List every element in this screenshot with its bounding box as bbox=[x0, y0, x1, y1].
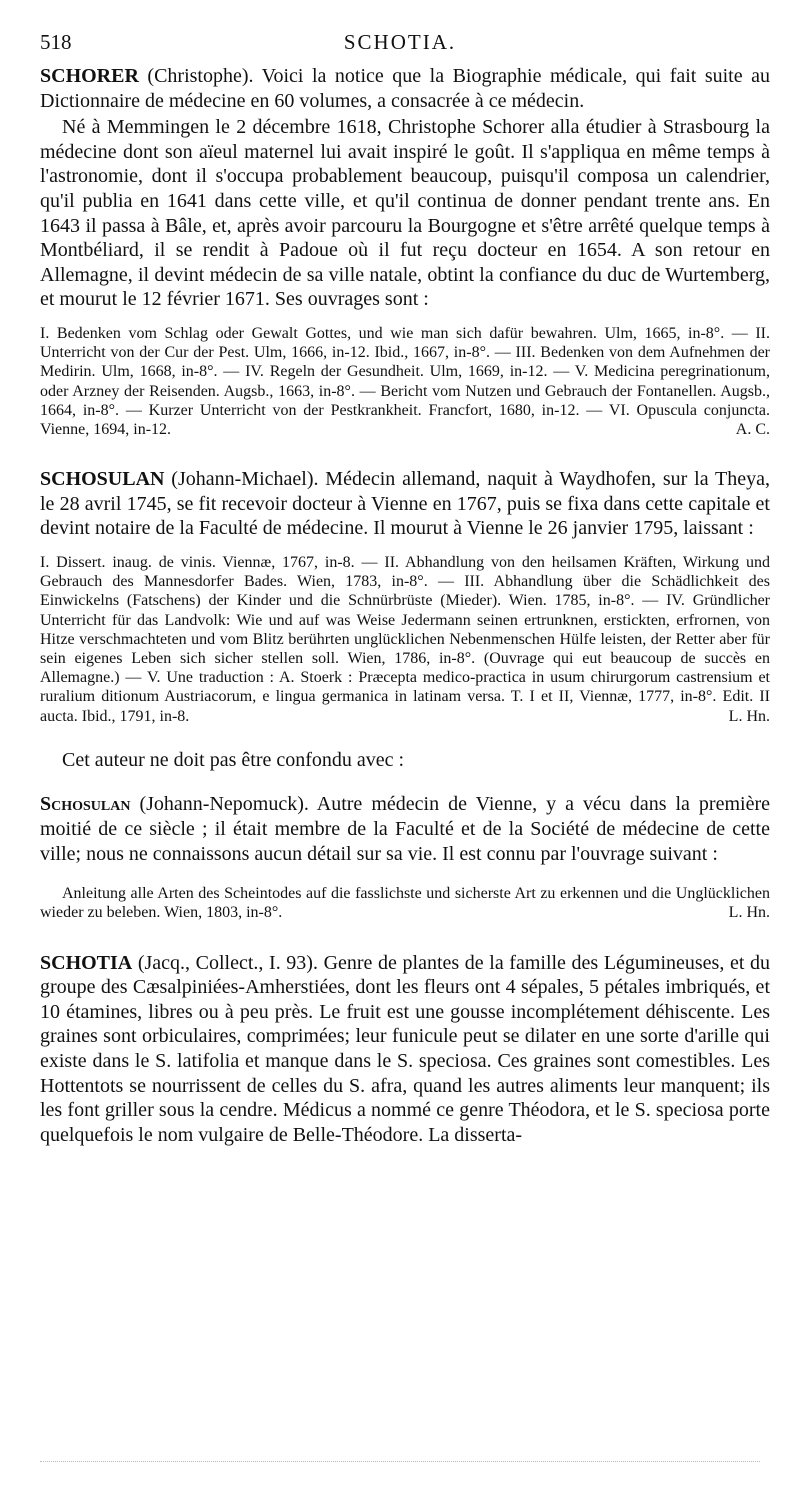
page-header bbox=[40, 30, 760, 60]
schosulan-works-text: I. Dissert. inaug. de vinis. Viennæ, 1767, in-8. — II. Abhandlung von den heilsamen Kräften, Wirkung und Gebrauch des Mannesdorfer Bades. Wien, 1783, in-8°. — III. Abhandlung über die Schädlichkeit des Einwickelns (Fatschens) der Kinder und die Schnürbrüste (Mieder). Wien. 1785, in-8°. — IV. Gründlicher Unterricht für das Landvolk: Wie und auf was Weise Jedermann seinen ertrunknen, erstickten, erfrornen, von Hitze verschmachteten und vom Blitz berührten unglücklichen Nebenmenschen Hülfe leisten, der Retter aber für sein eigenes Leben sich sicher stellen soll. Wien, 1786, in-8°. (Ouvrage qui eut beaucoup de succès en Allemagne.) — V. Une traduction : A. Stoerk : Præcepta medico-practica in usum chirurgorum castrensium et ruralium ditionum Austriacorum, e lingua germanica in latinam versa. T. I et II, Viennæ, 1777, in-8°. Edit. II aucta. Ibid., 1791, in-8. bbox=[40, 553, 770, 725]
schotia-text: (Jacq., Collect., I. 93). Genre de plantes de la famille des Légumineuses, et du groupe des Cæsalpiniées-Amherstiées, dont les fleurs ont 4 sépales, 5 pétales imbriqués, et 10 étamines, libres ou à peu près. Le fruit est une gousse incomplétement déhiscente. Les graines sont orbiculaires, comprimées; leur funicule peut se dilater en une sorte d'arille qui existe dans le S. latifolia et manque dans le S. speciosa. Ces graines sont comestibles. Les Hottentots se nourrissent de celles du S. afra, quand les autres aliments leur manquent; ils les font griller sous la cendre. Médicus a nommé ce genre Théodora, et le S. speciosa porte quelquefois le nom vulgaire de Belle-Théodore. La disserta- bbox=[40, 951, 770, 1146]
schosulan-nepomuck-works-text: Anleitung alle Arten des Scheintodes auf die fasslichste und sicherste Art zu erkennen und die Unglücklichen wieder zu beleben. Wien, 1803, in-8°. bbox=[40, 885, 770, 922]
schosulan-nepomuck-entry bbox=[40, 792, 770, 866]
schorer-biography: Né à Memmingen le 2 décembre 1618, Christophe Schorer alla étudier à Strasbourg la médecine dont son aïeul maternel lui avait inspiré le goût. Il s'appliqua en même temps à l'astronomie, dont il s'occupa probablement beaucoup, puisqu'il composa un calendrier, qu'il publia en 1641 dans cette ville, et qu'il continua de donner pendant trente ans. En 1643 il passa à Bâle, et, après avoir parcouru la Bourgogne et s'être arrêté quelque temps à Montbéliard, il se rendit à Padoue où il fut reçu docteur en 1654. A son retour en Allemagne, il devint médecin de sa ville natale, obtint la confiance du duc de Wurtemberg, et mourut le 12 février 1671. Ses ouvrages sont : bbox=[40, 116, 770, 311]
schotia-headword: SCHOTIA bbox=[40, 951, 133, 974]
schosulan-text: (Johann-Michael). Médecin allemand, naquit à Waydhofen, sur la Theya, le 28 avril 1745, se fit recevoir docteur à Vienne en 1767, puis se fixa dans cette capitale et devint notaire de la Faculté de médecine. Il mourut à Vienne le 26 janvier 1795, laissant : bbox=[40, 468, 770, 540]
confusion-note: Cet auteur ne doit pas être confondu avec : bbox=[62, 748, 405, 771]
schosulan-entry bbox=[40, 467, 770, 541]
schosulan-works bbox=[40, 553, 770, 726]
schorer-headword: SCHORER bbox=[40, 65, 139, 87]
page-content bbox=[40, 64, 770, 1147]
schorer-intro bbox=[40, 64, 770, 113]
schotia-entry bbox=[40, 951, 770, 1148]
schorer-works-text: I. Bedenken vom Schlag oder Gewalt Gottes, und wie man sich dafür bewahren. Ulm, 1665, in-8°. — II. Unterricht von der Cur der Pest. Ulm, 1666, in-12. Ibid., 1667, in-8°. — III. Bedenken von dem Aufnehmen der Medirin. Ulm, 1668, in-8°. — IV. Regeln der Gesundheit. Ulm, 1669, in-12. — V. Medicina peregrinationum, oder Arzney der Reisenden. Augsb., 1663, in-8°. — Bericht vom Nutzen und Gebrauch der Fontanellen. Augsb., 1664, in-8°. — Kurzer Unterricht von der Pestkrankheit. Francfort, 1680, in-12. — VI. Opuscula conjuncta. Vienne, 1694, in-12. bbox=[40, 324, 770, 438]
schosulan-nepomuck-headword: Schosulan bbox=[40, 793, 131, 816]
schosulan-nepomuck-works bbox=[40, 884, 770, 922]
page-number: 518 bbox=[40, 30, 72, 54]
page-footer-rule bbox=[40, 1461, 760, 1462]
schorer-signature: A. C. bbox=[735, 420, 770, 438]
schosulan-nepomuck-signature: L. Hn. bbox=[728, 904, 770, 922]
running-head: SCHOTIA. bbox=[343, 30, 457, 54]
schosulan-nepomuck-text: (Johann-Nepomuck). Autre médecin de Vienne, y a vécu dans la première moitié de ce siècle ; il était membre de la Faculté et de la Société de médecine de cette ville; nous ne connaissons aucun détail sur sa vie. Il est connu par l'ouvrage suivant : bbox=[40, 793, 770, 865]
schosulan-headword: SCHOSULAN bbox=[40, 468, 165, 491]
schorer-intro-text: (Christophe). Voici la notice que la Biographie médicale, qui fait suite au Dictionnaire de médecine en 60 volumes, a consacrée à ce médecin. bbox=[40, 65, 770, 112]
schorer-works bbox=[40, 324, 770, 439]
schosulan-signature: L. Hn. bbox=[728, 707, 770, 725]
